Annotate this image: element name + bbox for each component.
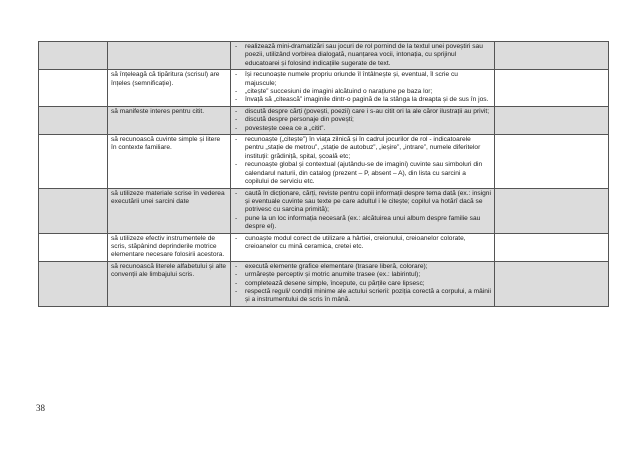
table-row [39,42,609,70]
activity-item: - recunoaște („citește”) în viața zilnică și în cadrul jocurilor de rol - indicatoarele pentru „stație de metrou”, „stație de autobuz”, „ieșire”, „intrare”, numele diferitelor instituții: grădiniță, spital, școală etc; [234,136,491,161]
activities-cell [231,70,495,107]
activities-cell [231,106,495,134]
activity-item: - caută în dicționare, cărți, reviste pentru copii informații despre tema dată (ex.: insigni și eventuale cuvinte sau texte pe care adultul i le citește; copilul va hotărî dacă se potrivesc cu sarcina primită); [234,190,491,215]
activity-item: - completează desene simple, începute, cu părțile care lipsesc; [234,280,491,288]
table-row [39,70,609,107]
blank-cell [39,233,108,261]
blank-cell [39,188,108,233]
objective-cell: să recunoască literele alfabetului și alte convenții ale limbajului scris. [108,261,231,306]
activity-item: - discută despre personaje din povești; [234,116,491,124]
curriculum-table [38,41,609,307]
activity-item: - respectă reguli/ condiții minime ale actului scrierii: poziția corectă a corpului, a mâinii și a instrumentului de scris în mână. [234,288,491,305]
blank-cell [495,42,609,70]
activities-cell [231,135,495,188]
table-row [39,188,609,233]
blank-cell [39,135,108,188]
activity-item: - discută despre cărți (povești, poezii) care i s-au citit ori la ale căror ilustrații au privit; [234,108,491,116]
activity-item: - cunoaște modul corect de utilizare a hârtiei, creionului, creioanelor colorate, creioanelor cu mină ceramica, cretei etc. [234,235,491,252]
blank-cell [39,42,108,70]
activity-item: - „citește” succesiuni de imagini alcătuind o narațiune pe baza lor; [234,88,491,96]
objective-cell [108,42,231,70]
activity-item: - povestește ceea ce a „citit”. [234,125,491,133]
table-row [39,261,609,306]
table-row [39,106,609,134]
activity-item: - pune la un loc informația necesară (ex.: alcătuirea unui album despre familie sau despre el). [234,215,491,232]
blank-cell [495,70,609,107]
blank-cell [495,106,609,134]
activities-cell [231,188,495,233]
page-number: 38 [36,403,45,413]
activities-cell [231,261,495,306]
activities-cell [231,42,495,70]
objective-cell: să utilizeze efectiv instrumentele de scris, stăpânind deprinderile motrice elementare necesare folosirii acestora. [108,233,231,261]
activity-item: - urmărește perceptiv și motric anumite trasee (ex.: labirintul); [234,271,491,279]
blank-cell [495,261,609,306]
objective-cell: să recunoască cuvinte simple și litere în contexte familiare. [108,135,231,188]
blank-cell [495,135,609,188]
activity-item: - își recunoaște numele propriu oriunde îl întâlnește și, eventual, îl scrie cu majuscule; [234,71,491,88]
blank-cell [39,106,108,134]
table-row [39,135,609,188]
activity-item: - recunoaște global și contextual (ajutându-se de imagini) cuvinte sau simboluri din calendarul naturii, din catalog (prezent – P, absent – A), din lista cu sarcini a copilului de serviciu etc. [234,161,491,186]
activity-item: - execută elemente grafice elementare (trasare liberă, colorare); [234,263,491,271]
activities-cell [231,233,495,261]
objective-cell: să înțeleagă că tipăritura (scrisul) are înțeles (semnificație). [108,70,231,107]
blank-cell [495,233,609,261]
activity-item: - realizează mini-dramatizări sau jocuri de rol pornind de la textul unei poveștiri sau poezii, utilizând vorbirea dialogată, nuanțarea vocii, intonația, cu sprijinul educatoarei și folosind indicațiile sugerate de text. [234,43,491,68]
objective-cell: să utilizeze materiale scrise în vederea executării unei sarcini date [108,188,231,233]
table-body [39,42,609,307]
blank-cell [495,188,609,233]
blank-cell [39,261,108,306]
activity-item: - învață să „citească” imaginile dintr-o pagină de la stânga la dreapta și de sus în jos. [234,96,491,104]
objective-cell: să manifeste interes pentru citit. [108,106,231,134]
blank-cell [39,70,108,107]
table-row [39,233,609,261]
